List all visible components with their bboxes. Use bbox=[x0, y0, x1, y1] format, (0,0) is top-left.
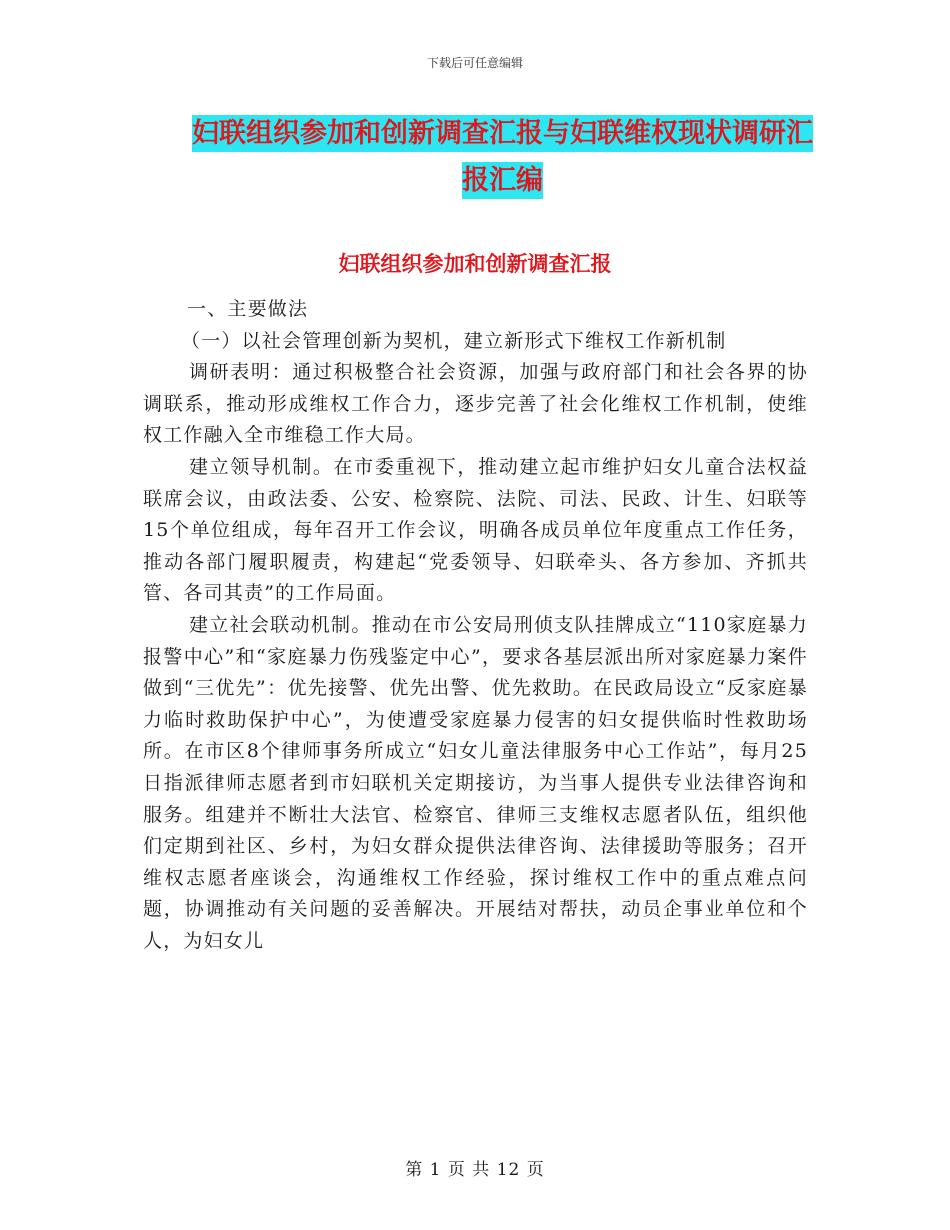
document-title-text: 妇联组织参加和创新调查汇报与妇联维权现状调研汇报汇编 bbox=[192, 115, 813, 199]
page-number: 第 1 页 共 12 页 bbox=[405, 1160, 545, 1180]
paragraph-social-linkage-mechanism: 建立社会联动机制。推动在市公安局刑侦支队挂牌成立“110家庭暴力报警中心”和“家庭暴力伤残鉴定中心”，要求各基层派出所对家庭暴力案件做到“三优先”：优先接警、优先出警、优先救助。在民政局设立“反家庭暴力临时救助保护中心”，为使遭受家庭暴力侵害的妇女提供临时性救助场所。在市区8个律师事务所成立“妇女儿童法律服务中心工作站”，每月25日指派律师志愿者到市妇联机关定期接访，为当事人提供专业法律咨询和服务。组建并不断壮大法官、检察官、律师三支维权志愿者队伍，组织他们定期到社区、乡村，为妇女群众提供法律咨询、法律援助等服务；召开维权志愿者座谈会，沟通维权工作经验，探讨维权工作中的重点难点问题，协调推动有关问题的妥善解决。开展结对帮扶，动员企事业单位和个人，为妇女儿 bbox=[143, 613, 808, 952]
document-title bbox=[190, 110, 815, 204]
paragraph-research-findings: 调研表明：通过积极整合社会资源，加强与政府部门和社会各界的协调联系，推动形成维权工作合力，逐步完善了社会化维权工作机制，使维权工作融入全市维稳工作大局。 bbox=[143, 361, 808, 447]
section-title: 妇联组织参加和创新调查汇报 bbox=[338, 252, 612, 276]
document-body bbox=[143, 294, 808, 957]
heading-main-practices: 一、主要做法 bbox=[187, 298, 309, 320]
page-header-note: 下载后可任意编辑 bbox=[426, 56, 523, 70]
paragraph-leadership-mechanism: 建立领导机制。在市委重视下，推动建立起市维护妇女儿童合法权益联席会议，由政法委、公安、检察院、法院、司法、民政、计生、妇联等15个单位组成，每年召开工作会议，明确各成员单位年度重点工作任务，推动各部门履职履责，构建起“党委领导、妇联牵头、各方参加、齐抓共管、各司其责”的工作局面。 bbox=[143, 455, 808, 605]
heading-subsection-1: （一）以社会管理创新为契机，建立新形式下维权工作新机制 bbox=[181, 329, 727, 352]
